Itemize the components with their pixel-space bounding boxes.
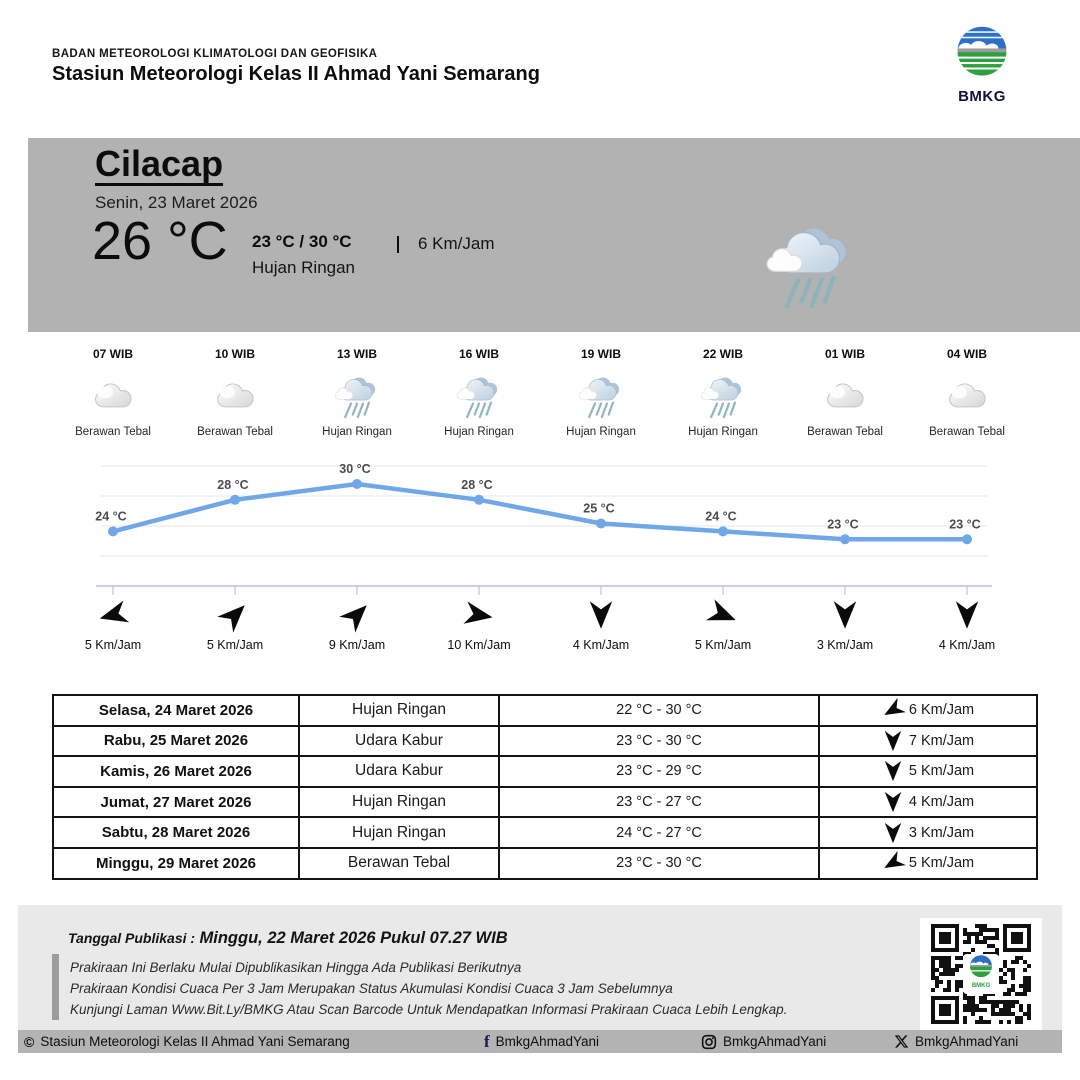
hourly-forecast <box>52 347 1028 438</box>
table-row <box>53 756 1037 787</box>
facebook-icon: f <box>484 1032 490 1051</box>
table-row <box>53 695 1037 726</box>
rain-cloud-icon <box>763 218 857 308</box>
forecast-wind-speed: 3 Km/Jam <box>908 824 975 841</box>
current-weather-banner <box>28 138 1080 332</box>
table-row <box>53 817 1037 848</box>
forecast-date: Sabtu, 28 Maret 2026 <box>53 817 299 848</box>
wind-speed-label: 4 Km/Jam <box>938 638 996 652</box>
city-name: Cilacap <box>95 143 224 184</box>
forecast-temp-range: 24 °C - 27 °C <box>499 817 819 848</box>
condition-label: Berawan Tebal <box>929 426 1005 438</box>
wind-slot <box>662 600 784 652</box>
qr-logo-label: BMKG <box>971 983 991 989</box>
forecast-temp-range: 23 °C - 30 °C <box>499 848 819 879</box>
current-date: Senin, 23 Maret 2026 <box>95 193 258 212</box>
condition-label: Hujan Ringan <box>566 426 636 438</box>
instagram-link[interactable] <box>701 1030 826 1053</box>
publication-date <box>68 929 508 948</box>
qr-bmkg-logo <box>963 954 999 994</box>
x-handle: BmkgAhmadYani <box>915 1034 1019 1049</box>
facebook-handle: BmkgAhmadYani <box>495 1034 599 1049</box>
wind-slot <box>296 600 418 652</box>
publication-value: Minggu, 22 Maret 2026 Pukul 07.27 WIB <box>199 929 508 947</box>
publication-footer <box>18 905 1062 1030</box>
forecast-wind <box>820 822 1036 844</box>
condition-label: Hujan Ringan <box>688 426 758 438</box>
wind-direction-arrow-icon <box>878 848 908 878</box>
current-temperature: 26 °C <box>92 211 228 271</box>
rain-cloud-icon <box>455 372 503 418</box>
cloud-icon <box>821 372 869 418</box>
forecast-temp-range: 22 °C - 30 °C <box>499 695 819 726</box>
wind-slot <box>906 600 1028 652</box>
instagram-handle: BmkgAhmadYani <box>723 1034 827 1049</box>
rain-cloud-icon <box>699 372 747 418</box>
condition-label: Berawan Tebal <box>807 426 883 438</box>
hour-label: 01 WIB <box>824 347 865 361</box>
temperature-line-chart <box>52 458 1028 600</box>
table-row <box>53 726 1037 757</box>
table-row <box>53 787 1037 818</box>
qr-card <box>920 918 1042 1030</box>
social-bar <box>18 1030 1062 1053</box>
hourly-slot <box>662 347 784 438</box>
temperature-range: 23 °C / 30 °C <box>252 232 352 251</box>
wind-direction-arrow-icon <box>586 600 616 630</box>
hour-label: 10 WIB <box>214 347 255 361</box>
forecast-condition: Hujan Ringan <box>299 787 499 818</box>
forecast-temp-range: 23 °C - 27 °C <box>499 787 819 818</box>
svg-text:25 °C: 25 °C <box>583 501 615 516</box>
forecast-condition: Hujan Ringan <box>299 817 499 848</box>
wind-speed-label: 5 Km/Jam <box>84 638 142 652</box>
forecast-temp-range: 23 °C - 30 °C <box>499 726 819 757</box>
rain-cloud-icon <box>333 372 381 418</box>
bmkg-logo-icon <box>953 24 1011 82</box>
condition-label: Berawan Tebal <box>197 426 273 438</box>
copyright-text: Stasiun Meteorologi Kelas II Ahmad Yani Semarang <box>40 1034 350 1049</box>
wind-forecast-row <box>52 600 1028 652</box>
forecast-date: Rabu, 25 Maret 2026 <box>53 726 299 757</box>
wind-slot <box>174 600 296 652</box>
svg-text:23 °C: 23 °C <box>827 517 859 532</box>
wind-direction-arrow-icon <box>95 597 132 634</box>
hour-label: 22 WIB <box>702 347 743 361</box>
hourly-slot <box>296 347 418 438</box>
hourly-slot <box>906 347 1028 438</box>
hourly-slot <box>540 347 662 438</box>
wind-direction-arrow-icon <box>214 594 256 636</box>
current-wind-speed: 6 Km/Jam <box>418 234 495 253</box>
forecast-wind-speed: 5 Km/Jam <box>908 855 975 872</box>
forecast-condition: Udara Kabur <box>299 726 499 757</box>
hour-label: 19 WIB <box>580 347 621 361</box>
svg-text:28 °C: 28 °C <box>461 477 493 492</box>
forecast-wind <box>820 791 1036 813</box>
hourly-slot <box>174 347 296 438</box>
forecast-date: Selasa, 24 Maret 2026 <box>53 695 299 726</box>
forecast-date: Minggu, 29 Maret 2026 <box>53 848 299 879</box>
wind-direction-arrow-icon <box>882 730 904 752</box>
svg-text:30 °C: 30 °C <box>339 462 371 476</box>
hour-label: 13 WIB <box>336 347 377 361</box>
facebook-link[interactable] <box>484 1030 599 1053</box>
forecast-wind <box>820 699 1036 721</box>
instagram-icon <box>701 1034 717 1050</box>
forecast-date: Jumat, 27 Maret 2026 <box>53 787 299 818</box>
station-name: Stasiun Meteorologi Kelas II Ahmad Yani Semarang <box>52 63 540 85</box>
forecast-wind <box>820 730 1036 752</box>
wind-direction-arrow-icon <box>336 594 378 636</box>
forecast-wind <box>820 852 1036 874</box>
wind-speed-label: 5 Km/Jam <box>694 638 752 652</box>
publication-label: Tanggal Publikasi : <box>68 930 196 946</box>
condition-label: Hujan Ringan <box>444 426 514 438</box>
x-link[interactable] <box>894 1030 1018 1053</box>
wind-direction-arrow-icon <box>952 600 982 630</box>
cloud-icon <box>943 372 991 418</box>
hourly-slot <box>784 347 906 438</box>
wind-speed-label: 10 Km/Jam <box>447 638 511 652</box>
table-row <box>53 848 1037 879</box>
svg-text:24 °C: 24 °C <box>705 509 737 524</box>
current-condition: Hujan Ringan <box>252 258 356 277</box>
wind-slot <box>52 600 174 652</box>
footer-notes <box>70 957 787 1020</box>
svg-text:28 °C: 28 °C <box>217 477 249 492</box>
condition-label: Hujan Ringan <box>322 426 392 438</box>
hourly-slot <box>52 347 174 438</box>
footer-note: Kunjungi Laman Www.Bit.Ly/BMKG Atau Scan Barcode Untuk Mendapatkan Informasi Prakiraan Cuaca Lebih Lengkap. <box>70 1002 788 1017</box>
hour-label: 16 WIB <box>458 347 499 361</box>
copyright-item <box>24 1030 350 1053</box>
forecast-wind-speed: 4 Km/Jam <box>908 794 975 811</box>
cloud-icon <box>211 372 259 418</box>
wind-direction-arrow-icon <box>830 600 860 630</box>
wind-direction-arrow-icon <box>878 695 908 725</box>
weekly-forecast-table <box>52 694 1038 880</box>
bmkg-logo <box>946 24 1018 105</box>
forecast-condition: Hujan Ringan <box>299 695 499 726</box>
forecast-wind-speed: 7 Km/Jam <box>908 732 975 749</box>
rain-cloud-icon <box>577 372 625 418</box>
footer-note: Prakiraan Kondisi Cuaca Per 3 Jam Merupakan Status Akumulasi Kondisi Cuaca 3 Jam Sebelumnya <box>70 981 673 996</box>
forecast-wind <box>820 760 1036 782</box>
hour-label: 04 WIB <box>946 347 987 361</box>
agency-name: BADAN METEOROLOGI KLIMATOLOGI DAN GEOFISIKA <box>52 48 378 60</box>
wind-speed-label: 9 Km/Jam <box>328 638 386 652</box>
svg-text:24 °C: 24 °C <box>95 509 127 524</box>
bmkg-logo-label: BMKG <box>958 88 1006 105</box>
svg-text:23 °C: 23 °C <box>949 517 981 532</box>
wind-direction-arrow-icon <box>462 598 497 633</box>
wind-direction-arrow-icon <box>882 760 904 782</box>
wind-speed-label: 3 Km/Jam <box>816 638 874 652</box>
hour-label: 07 WIB <box>92 347 133 361</box>
divider <box>397 236 399 253</box>
wind-slot <box>784 600 906 652</box>
condition-label: Berawan Tebal <box>75 426 151 438</box>
x-icon <box>894 1034 909 1049</box>
wind-direction-arrow-icon <box>882 822 904 844</box>
forecast-wind-speed: 5 Km/Jam <box>908 763 975 780</box>
cloud-icon <box>89 372 137 418</box>
accent-bar <box>52 954 59 1020</box>
wind-slot <box>540 600 662 652</box>
footer-note: Prakiraan Ini Berlaku Mulai Dipublikasikan Hingga Ada Publikasi Berikutnya <box>70 960 522 975</box>
copyright-icon: © <box>24 1033 35 1050</box>
bmkg-logo-icon <box>968 954 994 980</box>
forecast-date: Kamis, 26 Maret 2026 <box>53 756 299 787</box>
wind-slot <box>418 600 540 652</box>
forecast-condition: Berawan Tebal <box>299 848 499 879</box>
forecast-temp-range: 23 °C - 29 °C <box>499 756 819 787</box>
forecast-wind-speed: 6 Km/Jam <box>908 702 975 719</box>
wind-speed-label: 4 Km/Jam <box>572 638 630 652</box>
hourly-slot <box>418 347 540 438</box>
wind-speed-label: 5 Km/Jam <box>206 638 264 652</box>
wind-direction-arrow-icon <box>703 595 742 634</box>
wind-direction-arrow-icon <box>882 791 904 813</box>
forecast-condition: Udara Kabur <box>299 756 499 787</box>
